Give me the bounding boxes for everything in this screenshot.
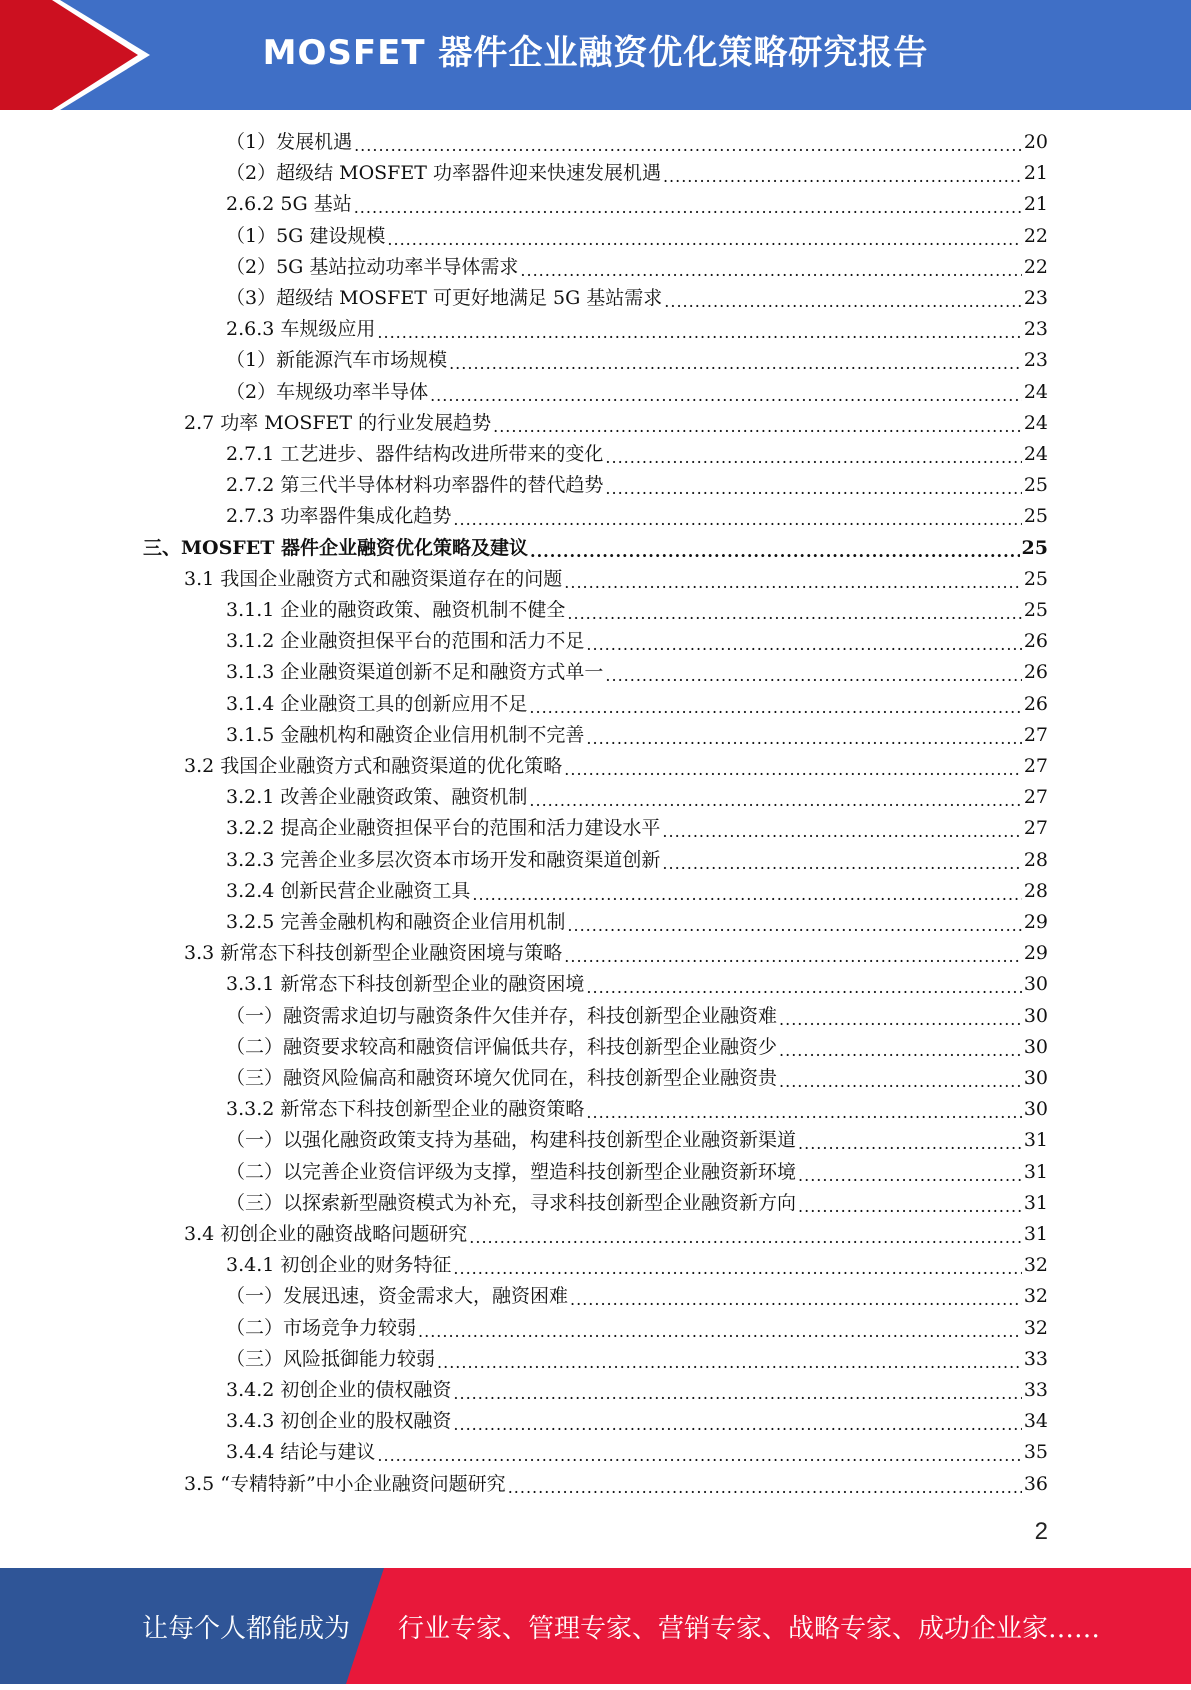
toc-dot-leader	[779, 1063, 1022, 1094]
toc-entry[interactable]	[226, 1375, 1048, 1406]
toc-entry[interactable]	[226, 1094, 1048, 1125]
toc-dot-leader	[662, 813, 1021, 844]
toc-entry[interactable]	[226, 813, 1048, 844]
toc-entry-page: 31	[1023, 1223, 1048, 1245]
footer-slogan-right: 行业专家、管理专家、营销专家、战略专家、成功企业家……	[398, 1614, 1101, 1644]
toc-dot-leader	[469, 1219, 1022, 1250]
page-footer	[0, 1568, 1191, 1684]
toc-entry-page: 30	[1023, 1098, 1048, 1121]
toc-dot-leader	[570, 1281, 1022, 1312]
toc-entry-title: 3.3 新常态下科技创新型企业融资困境与策略	[184, 942, 563, 965]
toc-entry-title: 3.2.3 完善企业多层次资本市场开发和融资渠道创新	[226, 848, 661, 871]
toc-entry-page: 36	[1023, 1472, 1048, 1495]
toc-entry[interactable]	[184, 408, 1048, 439]
toc-dot-leader	[449, 345, 1022, 376]
report-title-text: MOSFET 器件企业融资优化策略研究报告	[262, 33, 929, 73]
toc-entry-title: （1）新能源汽车市场规模	[226, 349, 448, 372]
toc-entry-page: 27	[1023, 786, 1048, 809]
toc-dot-leader	[564, 751, 1022, 782]
toc-entry-title: （3）超级结 MOSFET 可更好地满足 5G 基站需求	[226, 287, 663, 309]
toc-entry-page: 31	[1023, 1129, 1048, 1152]
toc-dot-leader	[586, 626, 1021, 657]
toc-entry-title: 3.2.2 提高企业融资担保平台的范围和活力建设水平	[226, 817, 661, 840]
toc-entry-title: （一）发展迅速，资金需求大，融资困难	[226, 1285, 569, 1308]
toc-dot-leader	[605, 470, 1021, 501]
toc-entry-title: （1）5G 建设规模	[226, 224, 386, 247]
toc-dot-leader	[605, 439, 1021, 470]
toc-entry-title: 2.6.3 车规级应用	[226, 318, 376, 341]
toc-dot-leader	[564, 938, 1022, 969]
toc-entry-title: （三）风险抵御能力较弱	[226, 1347, 436, 1370]
toc-entry[interactable]	[226, 1125, 1048, 1156]
toc-entry-title: 2.7.2 第三代半导体材料功率器件的替代趋势	[226, 474, 604, 497]
toc-dot-leader	[354, 189, 1022, 220]
toc-entry[interactable]	[226, 221, 1048, 252]
toc-entry-page: 35	[1023, 1441, 1048, 1464]
page-header	[0, 0, 1191, 110]
toc-entry-title: 3.4 初创企业的融资战略问题研究	[184, 1223, 468, 1245]
toc-dot-leader	[493, 408, 1022, 439]
toc-dot-leader	[418, 1313, 1022, 1344]
toc-dot-leader	[472, 876, 1021, 907]
toc-entry-page: 20	[1023, 131, 1048, 153]
toc-entry[interactable]	[226, 345, 1048, 376]
toc-dot-leader	[377, 314, 1021, 345]
toc-entry[interactable]	[226, 127, 1048, 158]
toc-entry-title: 3.1.4 企业融资工具的创新应用不足	[226, 692, 528, 715]
toc-entry-page: 29	[1023, 942, 1048, 965]
toc-entry[interactable]	[226, 1063, 1048, 1094]
toc-entry-page: 26	[1023, 692, 1048, 715]
toc-dot-leader	[453, 1406, 1021, 1437]
toc-entry-title: （三）以探索新型融资模式为补充，寻求科技创新型企业融资新方向	[226, 1191, 797, 1214]
toc-entry[interactable]	[226, 377, 1048, 408]
toc-entry-page: 33	[1023, 1379, 1048, 1401]
toc-entry-page: 23	[1023, 349, 1048, 372]
toc-entry[interactable]	[226, 1437, 1048, 1468]
toc-entry[interactable]	[226, 720, 1048, 751]
toc-entry-title: 3.1.5 金融机构和融资企业信用机制不完善	[226, 723, 585, 746]
toc-dot-leader	[508, 1469, 1022, 1500]
toc-entry-page: 21	[1023, 193, 1048, 216]
toc-entry-title: （一）以强化融资政策支持为基础，构建科技创新型企业融资新渠道	[226, 1129, 797, 1152]
toc-entry-page: 25	[1023, 505, 1048, 528]
toc-dot-leader	[377, 1437, 1021, 1468]
toc-dot-leader	[453, 1250, 1021, 1281]
toc-entry-title: （二）市场竞争力较弱	[226, 1316, 417, 1339]
toc-entry[interactable]	[226, 845, 1048, 876]
toc-entry-page: 22	[1023, 255, 1048, 278]
toc-entry-page: 27	[1023, 755, 1048, 777]
header-arrow-graphic	[0, 0, 160, 110]
toc-entry-title: （二）以完善企业资信评级为支撑，塑造科技创新型企业融资新环境	[226, 1160, 797, 1183]
toc-dot-leader	[387, 221, 1021, 252]
page-number: 2	[1034, 1518, 1048, 1545]
toc-entry-page: 32	[1023, 1285, 1048, 1308]
toc-entry[interactable]	[226, 283, 1048, 314]
toc-entry[interactable]	[226, 501, 1048, 532]
toc-dot-leader	[779, 1032, 1022, 1063]
toc-entry-title: 三、MOSFET 器件企业融资优化策略及建议	[143, 536, 529, 559]
toc-dot-leader	[453, 501, 1021, 532]
toc-dot-leader	[567, 595, 1021, 626]
toc-entry[interactable]	[226, 1344, 1048, 1375]
toc-entry-page: 28	[1023, 879, 1048, 902]
toc-entry-page: 25	[1023, 474, 1048, 497]
toc-entry-title: （2）超级结 MOSFET 功率器件迎来快速发展机遇	[226, 162, 661, 185]
toc-entry-title: 3.2.4 创新民营企业融资工具	[226, 879, 471, 902]
toc-dot-leader	[564, 564, 1022, 595]
toc-entry[interactable]	[226, 252, 1048, 283]
toc-entry[interactable]	[184, 751, 1048, 782]
toc-entry-title: 2.7 功率 MOSFET 的行业发展趋势	[184, 411, 492, 434]
toc-dot-leader	[663, 158, 1022, 189]
toc-entry-title: 2.6.2 5G 基站	[226, 193, 352, 216]
toc-dot-leader	[586, 969, 1021, 1000]
toc-entry[interactable]	[226, 1281, 1048, 1312]
toc-entry-page: 25	[1023, 599, 1048, 621]
toc-dot-leader	[798, 1188, 1022, 1219]
toc-entry[interactable]	[184, 1469, 1048, 1500]
toc-entry-page: 27	[1023, 817, 1048, 840]
toc-entry-page: 30	[1023, 1067, 1048, 1089]
toc-entry[interactable]	[226, 626, 1048, 657]
toc-entry[interactable]	[226, 1313, 1048, 1344]
toc-entry[interactable]	[184, 938, 1048, 969]
toc-entry[interactable]	[226, 657, 1048, 688]
toc-entry-title: 3.1.2 企业融资担保平台的范围和活力不足	[226, 630, 585, 653]
toc-entry-title: 3.2.1 改善企业融资政策、融资机制	[226, 786, 528, 809]
toc-dot-leader	[586, 720, 1021, 751]
toc-entry[interactable]	[226, 1157, 1048, 1188]
toc-dot-leader	[520, 252, 1021, 283]
toc-entry-title: 2.7.1 工艺进步、器件结构改进所带来的变化	[226, 443, 604, 465]
toc-entry[interactable]	[226, 189, 1048, 220]
toc-entry[interactable]	[184, 564, 1048, 595]
toc-entry[interactable]	[226, 1188, 1048, 1219]
toc-entry[interactable]	[226, 782, 1048, 813]
toc-entry-title: （1）发展机遇	[226, 131, 353, 153]
toc-entry-page: 26	[1023, 630, 1048, 653]
toc-entry-page: 24	[1023, 380, 1048, 403]
toc-entry-title: 3.2 我国企业融资方式和融资渠道的优化策略	[184, 755, 563, 777]
toc-entry-page: 30	[1023, 1004, 1048, 1027]
toc-entry-page: 27	[1023, 723, 1048, 746]
toc-entry-title: 3.3.1 新常态下科技创新型企业的融资困境	[226, 973, 585, 996]
toc-entry[interactable]	[226, 1250, 1048, 1281]
toc-entry[interactable]	[226, 969, 1048, 1000]
toc-entry-page: 23	[1023, 287, 1048, 309]
toc-dot-leader	[529, 689, 1021, 720]
toc-entry-title: 2.7.3 功率器件集成化趋势	[226, 505, 452, 528]
toc-entry-page: 24	[1023, 443, 1048, 465]
report-title	[150, 0, 1191, 110]
toc-entry[interactable]	[143, 533, 1048, 564]
toc-entry-page: 33	[1023, 1347, 1048, 1370]
toc-entry-title: 3.1.1 企业的融资政策、融资机制不健全	[226, 599, 566, 621]
toc-entry-page: 22	[1023, 224, 1048, 247]
toc-entry-page: 21	[1023, 162, 1048, 185]
toc-dot-leader	[430, 377, 1022, 408]
toc-entry-title: 3.4.3 初创企业的股权融资	[226, 1410, 452, 1433]
toc-entry-page: 32	[1023, 1254, 1048, 1277]
toc-entry-page: 25	[1023, 567, 1048, 590]
toc-entry[interactable]	[184, 1219, 1048, 1250]
toc-entry[interactable]	[226, 1001, 1048, 1032]
toc-dot-leader	[567, 907, 1021, 938]
toc-entry[interactable]	[226, 595, 1048, 626]
toc-entry-page: 30	[1023, 973, 1048, 996]
toc-entry[interactable]	[226, 470, 1048, 501]
toc-entry-title: 3.5 “专精特新”中小企业融资问题研究	[184, 1472, 506, 1495]
toc-entry-title: （三）融资风险偏高和融资环境欠优同在，科技创新型企业融资贵	[226, 1067, 778, 1089]
toc-dot-leader	[586, 1094, 1021, 1125]
toc-entry-page: 24	[1023, 411, 1048, 434]
toc-dot-leader	[529, 782, 1021, 813]
toc-entry-title: （一）融资需求迫切与融资条件欠佳并存，科技创新型企业融资难	[226, 1004, 778, 1027]
toc-entry[interactable]	[226, 1406, 1048, 1437]
toc-dot-leader	[779, 1001, 1022, 1032]
toc-dot-leader	[530, 533, 1020, 564]
toc-entry-title: 3.1 我国企业融资方式和融资渠道存在的问题	[184, 567, 563, 590]
toc-entry-title: （2）车规级功率半导体	[226, 380, 429, 403]
toc-dot-leader	[453, 1375, 1021, 1406]
footer-slogan-left: 让每个人都能成为	[142, 1614, 351, 1644]
toc-entry[interactable]	[226, 314, 1048, 345]
toc-dot-leader	[664, 283, 1022, 314]
toc-entry[interactable]	[226, 907, 1048, 938]
toc-entry[interactable]	[226, 158, 1048, 189]
toc-entry-page: 25	[1021, 536, 1048, 559]
toc-entry-page: 31	[1023, 1191, 1048, 1214]
toc-entry[interactable]	[226, 876, 1048, 907]
toc-entry-title: 3.4.1 初创企业的财务特征	[226, 1254, 452, 1277]
toc-entry-title: 3.4.4 结论与建议	[226, 1441, 376, 1464]
toc-entry-page: 31	[1023, 1160, 1048, 1183]
toc-entry-page: 28	[1023, 848, 1048, 871]
toc-entry[interactable]	[226, 689, 1048, 720]
toc-entry-title: 3.2.5 完善金融机构和融资企业信用机制	[226, 911, 566, 933]
toc-dot-leader	[437, 1344, 1022, 1375]
toc-entry-page: 34	[1023, 1410, 1048, 1433]
toc-entry-title: 3.1.3 企业融资渠道创新不足和融资方式单一	[226, 661, 604, 684]
toc-entry[interactable]	[226, 1032, 1048, 1063]
toc-dot-leader	[354, 127, 1022, 158]
toc-entry-title: （2）5G 基站拉动功率半导体需求	[226, 255, 519, 278]
toc-entry[interactable]	[226, 439, 1048, 470]
toc-dot-leader	[798, 1157, 1022, 1188]
toc-entry-page: 30	[1023, 1035, 1048, 1058]
toc-entry-page: 26	[1023, 661, 1048, 684]
toc-entry-title: 3.3.2 新常态下科技创新型企业的融资策略	[226, 1098, 585, 1121]
toc-dot-leader	[605, 657, 1021, 688]
toc-entry-page: 23	[1023, 318, 1048, 341]
toc-entry-title: （二）融资要求较高和融资信评偏低共存，科技创新型企业融资少	[226, 1035, 778, 1058]
toc-dot-leader	[662, 845, 1021, 876]
toc-entry-page: 29	[1023, 911, 1048, 933]
toc-dot-leader	[798, 1125, 1022, 1156]
toc-entry-page: 32	[1023, 1316, 1048, 1339]
toc-entry-title: 3.4.2 初创企业的债权融资	[226, 1379, 452, 1401]
